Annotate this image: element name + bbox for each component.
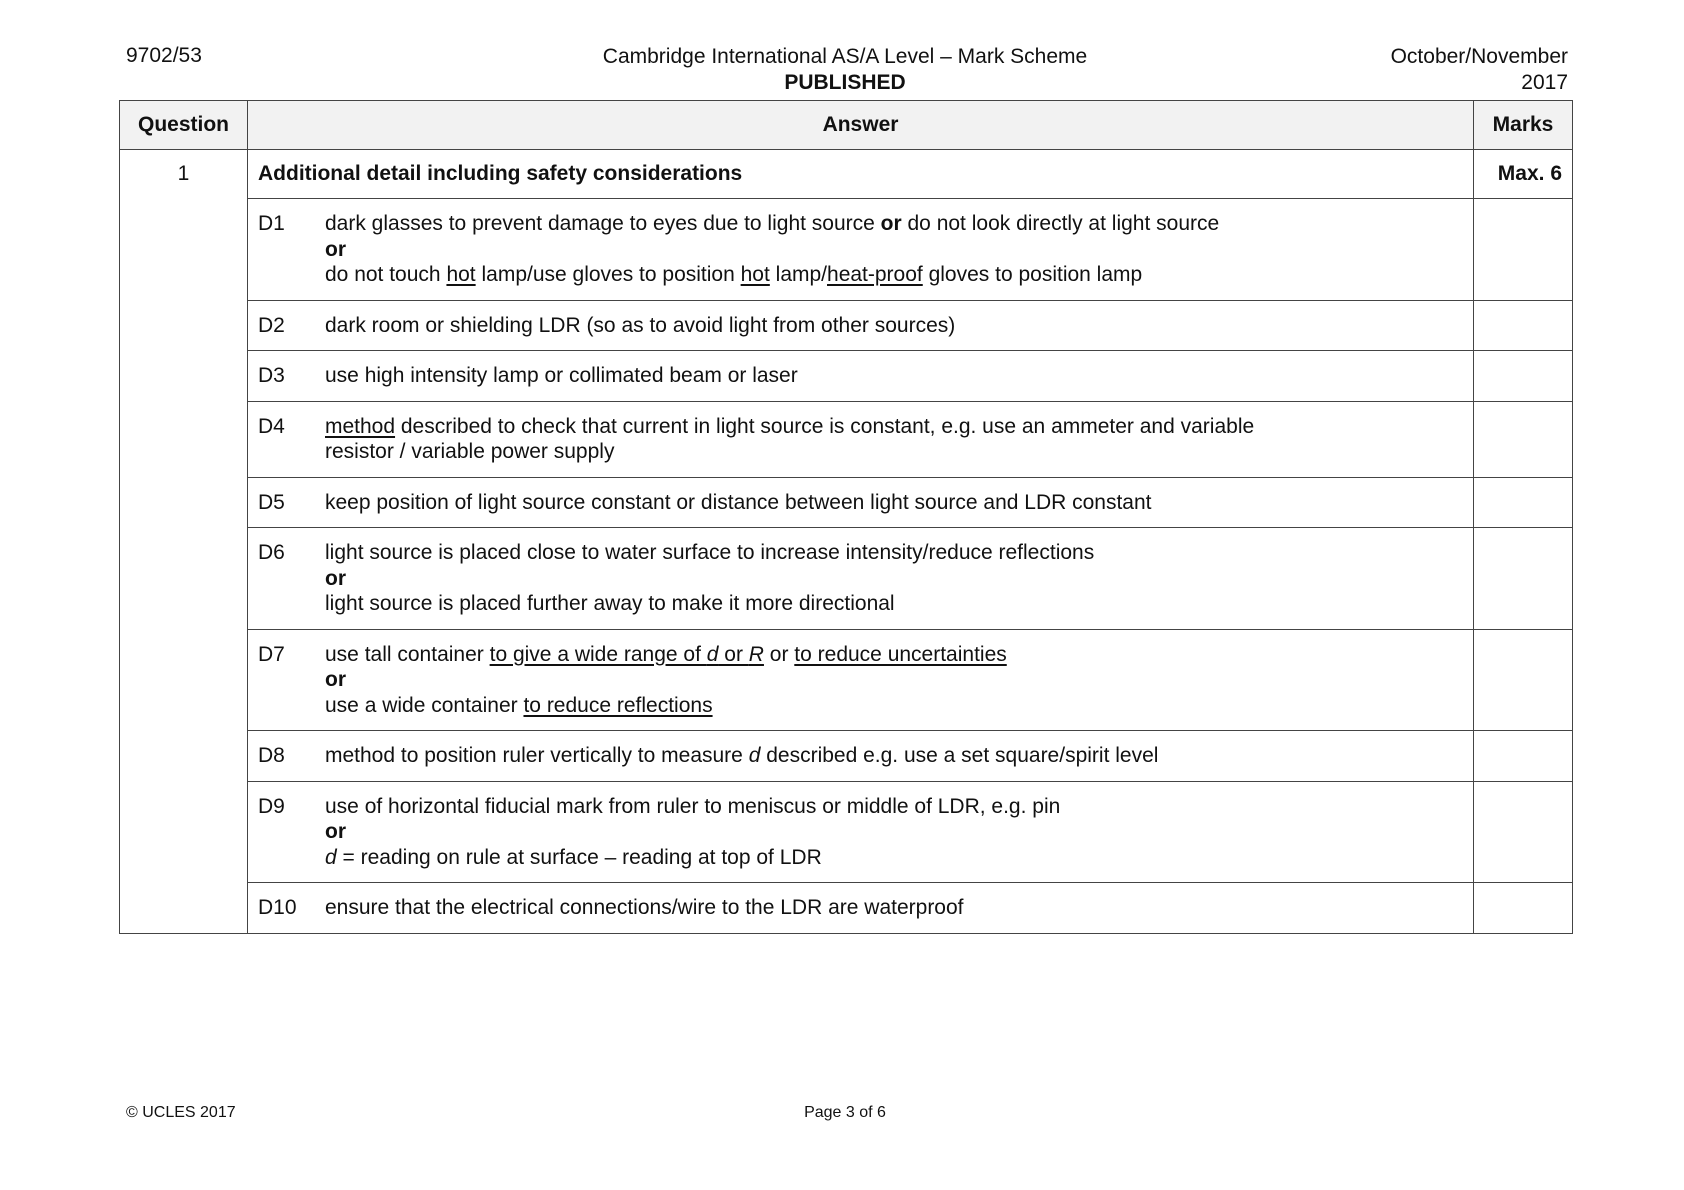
answer-cell [248, 477, 1474, 528]
marks-cell [1474, 300, 1573, 351]
session-month: October/November [1390, 45, 1568, 68]
text-fragment: to reduce reflections [523, 693, 713, 717]
text-fragment: dark glasses to prevent damage to eyes due to light source [325, 212, 881, 235]
item-text [325, 642, 1463, 719]
marks-cell [1474, 883, 1573, 934]
text-fragment: or [718, 642, 749, 666]
item-text [325, 211, 1463, 288]
table-row [120, 401, 1573, 477]
text-fragment: lamp/ [769, 263, 828, 286]
answer-cell [248, 883, 1474, 934]
table-row [120, 883, 1573, 934]
question-number: 1 [120, 150, 248, 934]
column-header-marks: Marks [1474, 101, 1573, 150]
text-fragment: or [325, 668, 346, 691]
answer-cell [248, 781, 1474, 883]
table-body [120, 150, 1573, 934]
exam-session [1391, 44, 1568, 96]
item-code: D7 [258, 642, 285, 666]
text-fragment: hot [446, 263, 476, 286]
text-fragment: resistor / variable power supply [325, 440, 615, 463]
text-fragment: d [325, 845, 337, 869]
section-title: Additional detail including safety considerations [248, 150, 1474, 199]
text-fragment: R [748, 642, 764, 666]
answer-cell [248, 300, 1474, 351]
text-fragment: to reduce uncertainties [794, 642, 1007, 666]
text-fragment: or [325, 820, 346, 843]
text-fragment: = reading on rule at surface – reading at top of LDR [336, 845, 822, 869]
answer-item [258, 211, 1463, 288]
item-code: D9 [258, 794, 285, 818]
item-code: D10 [258, 896, 297, 919]
answer-item [258, 313, 1463, 339]
text-fragment: use of horizontal fiducial mark from ruler to meniscus or middle of LDR, e.g. pin [325, 794, 1061, 818]
item-code: D3 [258, 364, 285, 387]
answer-item [258, 895, 1463, 921]
text-fragment: to give a wide range of [489, 642, 707, 666]
table-row [120, 528, 1573, 630]
answer-item [258, 490, 1463, 516]
marks-cell [1474, 351, 1573, 402]
table-row [120, 629, 1573, 731]
item-code: D2 [258, 313, 285, 337]
item-text [325, 313, 1463, 339]
marks-cell [1474, 731, 1573, 782]
answer-cell [248, 528, 1474, 630]
item-text [325, 794, 1463, 871]
marks-cell [1474, 781, 1573, 883]
table-row [120, 731, 1573, 782]
text-fragment: heat-proof [827, 263, 923, 286]
answer-item [258, 642, 1463, 719]
item-text [325, 490, 1463, 516]
item-text [325, 743, 1463, 769]
text-fragment: d [706, 642, 719, 666]
item-code: D8 [258, 744, 285, 767]
text-fragment: or [763, 642, 795, 666]
text-fragment: d [748, 744, 761, 767]
marks-cell [1474, 477, 1573, 528]
answer-cell [248, 629, 1474, 731]
text-fragment: light source is placed close to water surface to increase intensity/reduce reflections [325, 541, 1095, 564]
text-fragment: do not look directly at light source [901, 212, 1220, 235]
marks-cell [1474, 528, 1573, 630]
text-fragment: use tall container [325, 642, 490, 666]
column-header-answer: Answer [248, 101, 1474, 150]
document-header [440, 44, 1250, 96]
text-fragment: method [325, 414, 396, 438]
section-row [120, 150, 1573, 199]
answer-item [258, 540, 1463, 617]
table-row [120, 781, 1573, 883]
table-row [120, 477, 1573, 528]
text-fragment: keep position of light source constant or distance between light source and LDR constant [325, 490, 1152, 514]
text-fragment: or [880, 212, 902, 235]
text-fragment: described to check that current in light source is constant, e.g. use an ammeter and variable [395, 414, 1255, 438]
table-row [120, 351, 1573, 402]
answer-cell [248, 199, 1474, 301]
text-fragment: ensure that the electrical connections/wire to the LDR are waterproof [325, 896, 964, 919]
item-text [325, 414, 1463, 465]
text-fragment: use a wide container [325, 693, 524, 717]
answer-item [258, 414, 1463, 465]
page-number: Page 3 of 6 [804, 1104, 886, 1121]
text-fragment: use high intensity lamp or collimated beam or laser [325, 364, 798, 387]
answer-item [258, 794, 1463, 871]
item-text [325, 895, 1463, 921]
answer-item [258, 363, 1463, 389]
answer-cell [248, 401, 1474, 477]
answer-cell [248, 351, 1474, 402]
column-header-question: Question [120, 101, 248, 150]
copyright-notice: © UCLES 2017 [126, 1104, 236, 1121]
item-code: D5 [258, 490, 285, 514]
item-code: D1 [258, 212, 285, 235]
marks-cell [1474, 199, 1573, 301]
text-fragment: light source is placed further away to make it more directional [325, 592, 895, 615]
section-marks: Max. 6 [1474, 150, 1573, 199]
marks-cell [1474, 401, 1573, 477]
mark-scheme-table [119, 100, 1573, 934]
item-code: D6 [258, 541, 285, 564]
text-fragment: gloves to position lamp [922, 263, 1143, 286]
session-year: 2017 [1521, 71, 1568, 94]
text-fragment: or [325, 237, 346, 261]
answer-cell [248, 731, 1474, 782]
text-fragment: method to position ruler vertically to measure [325, 744, 749, 767]
status-label: PUBLISHED [784, 71, 906, 94]
text-fragment: dark room or shielding LDR (so as to avoid light from other sources) [325, 313, 956, 337]
text-fragment: do not touch [325, 263, 447, 286]
text-fragment: hot [740, 263, 770, 286]
paper-code: 9702/53 [126, 44, 202, 67]
item-text [325, 363, 1463, 389]
marks-cell [1474, 629, 1573, 731]
table-row [120, 300, 1573, 351]
text-fragment: described e.g. use a set square/spirit level [760, 744, 1159, 767]
text-fragment: lamp/use gloves to position [475, 263, 741, 286]
item-code: D4 [258, 414, 285, 438]
table-row [120, 199, 1573, 301]
answer-item [258, 743, 1463, 769]
item-text [325, 540, 1463, 617]
text-fragment: or [325, 566, 346, 590]
table-header-row [120, 101, 1573, 150]
document-title: Cambridge International AS/A Level – Mark Scheme [602, 45, 1088, 68]
